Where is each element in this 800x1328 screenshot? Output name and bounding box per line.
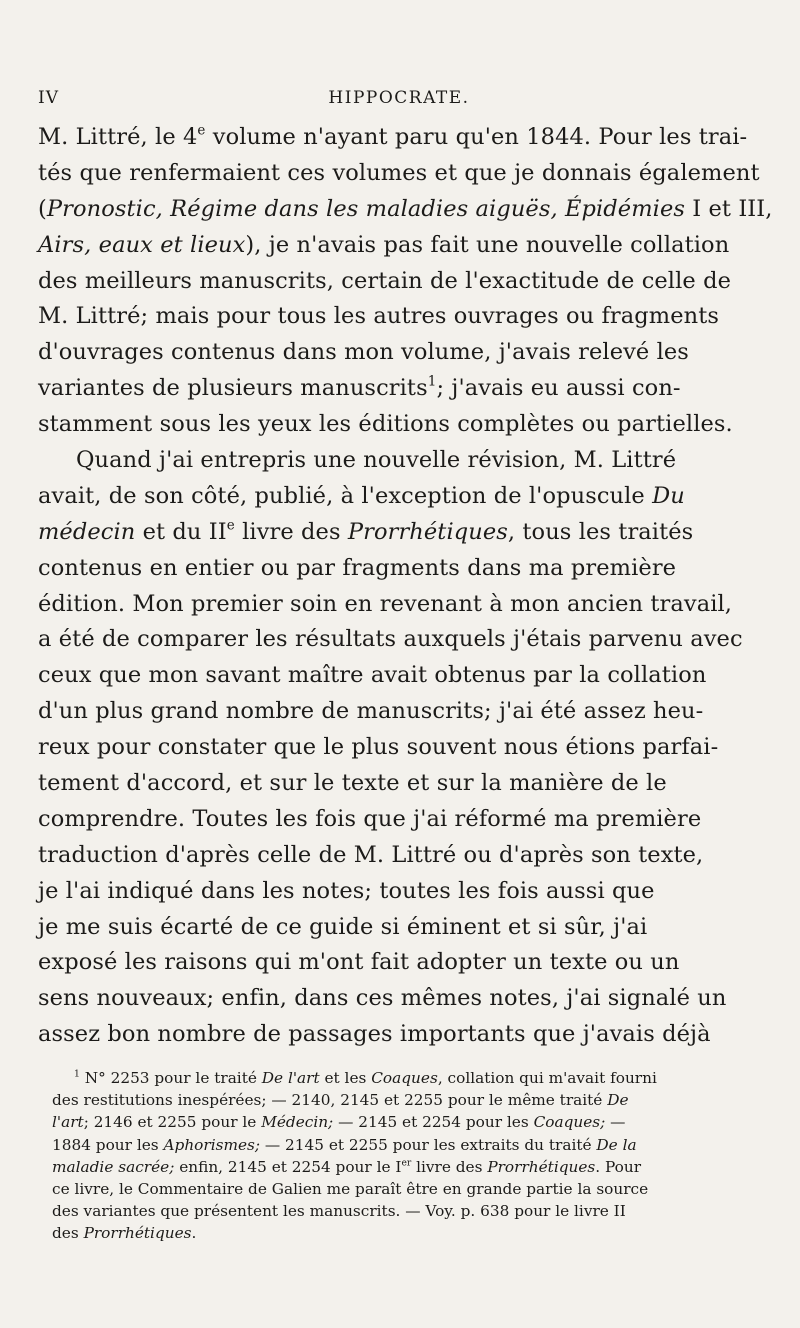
text-line: ceux que mon savant maître avait obtenus par la collation [38,662,707,689]
footnote-line: des variantes que présentent les manuscrits. — Voy. p. 638 pour le livre II [52,1202,626,1221]
text-line: d'un plus grand nombre de manuscrits; j'ai été assez heu- [38,698,704,725]
text-line: a été de comparer les résultats auxquels j'étais parvenu avec [38,626,743,653]
text-line: médecin et du IIe livre des Prorrhétiques, tous les traités [38,517,694,545]
text-line: stamment sous les yeux les éditions complètes ou partielles. [38,411,733,438]
text-line: (Pronostic, Régime dans les maladies aiguës, Épidémies I et III, [38,195,773,222]
footnote-line: l'art; 2146 et 2255 pour le Médecin; — 2145 et 2254 pour les Coaques; — [52,1113,626,1132]
text-line: je me suis écarté de ce guide si éminent et si sûr, j'ai [38,913,648,940]
text-line: des meilleurs manuscrits, certain de l'exactitude de celle de [38,267,731,294]
text-line: traduction d'après celle de M. Littré ou d'après son texte, [38,841,704,868]
footnote-line: maladie sacrée; enfin, 2145 et 2254 pour le Ier livre des Prorrhétiques. Pour [52,1157,642,1176]
footnote-line: ce livre, le Commentaire de Galien me paraît être en grande partie la source [52,1179,649,1198]
text-line: comprendre. Toutes les fois que j'ai réformé ma première [38,805,702,832]
text-line: sens nouveaux; enfin, dans ces mêmes notes, j'ai signalé un [38,985,727,1012]
text-line: tement d'accord, et sur le texte et sur la manière de le [38,770,667,797]
main-text [38,120,773,1053]
text-line: Airs, eaux et lieux), je n'avais pas fait une nouvelle collation [38,231,730,258]
text-line: avait, de son côté, publié, à l'exception de l'opuscule Du [38,482,685,509]
running-head: HIPPOCRATE. [328,88,470,108]
text-line: d'ouvrages contenus dans mon volume, j'avais relevé les [38,339,689,366]
text-line: assez bon nombre de passages importants que j'avais déjà [38,1021,711,1048]
footnote-line: 1884 pour les Aphorismes; — 2145 et 2255 pour les extraits du traité De la [52,1135,637,1154]
footnote-line: des Prorrhétiques. [52,1224,197,1243]
text-line: M. Littré, le 4e volume n'ayant paru qu'en 1844. Pour les trai- [38,122,748,150]
text-line: Quand j'ai entrepris une nouvelle révision, M. Littré [76,447,677,474]
text-line: reux pour constater que le plus souvent nous étions parfai- [38,734,719,761]
footnote-line: $^1$ N° 2253 pour le traité De l'art et les Coaques, collation qui m'avait fourni [74,1068,657,1087]
text-line: variantes de plusieurs manuscrits$^1$; j'avais eu aussi con- [38,373,681,402]
page-header [38,88,760,112]
text-line: édition. Mon premier soin en revenant à mon ancien travail, [38,590,733,617]
text-line: M. Littré; mais pour tous les autres ouvrages ou fragments [38,303,720,330]
text-line: exposé les raisons qui m'ont fait adopter un texte ou un [38,949,680,976]
text-line: je l'ai indiqué dans les notes; toutes les fois aussi que [38,877,655,904]
text-line: contenus en entier ou par fragments dans ma première [38,554,677,581]
text-line: tés que renfermaient ces volumes et que je donnais également [38,159,760,186]
page-number: IV [38,88,59,108]
footnote-line: des restitutions inespérées; — 2140, 2145 et 2255 pour le même traité De [52,1091,629,1110]
footnotes [52,1067,764,1245]
